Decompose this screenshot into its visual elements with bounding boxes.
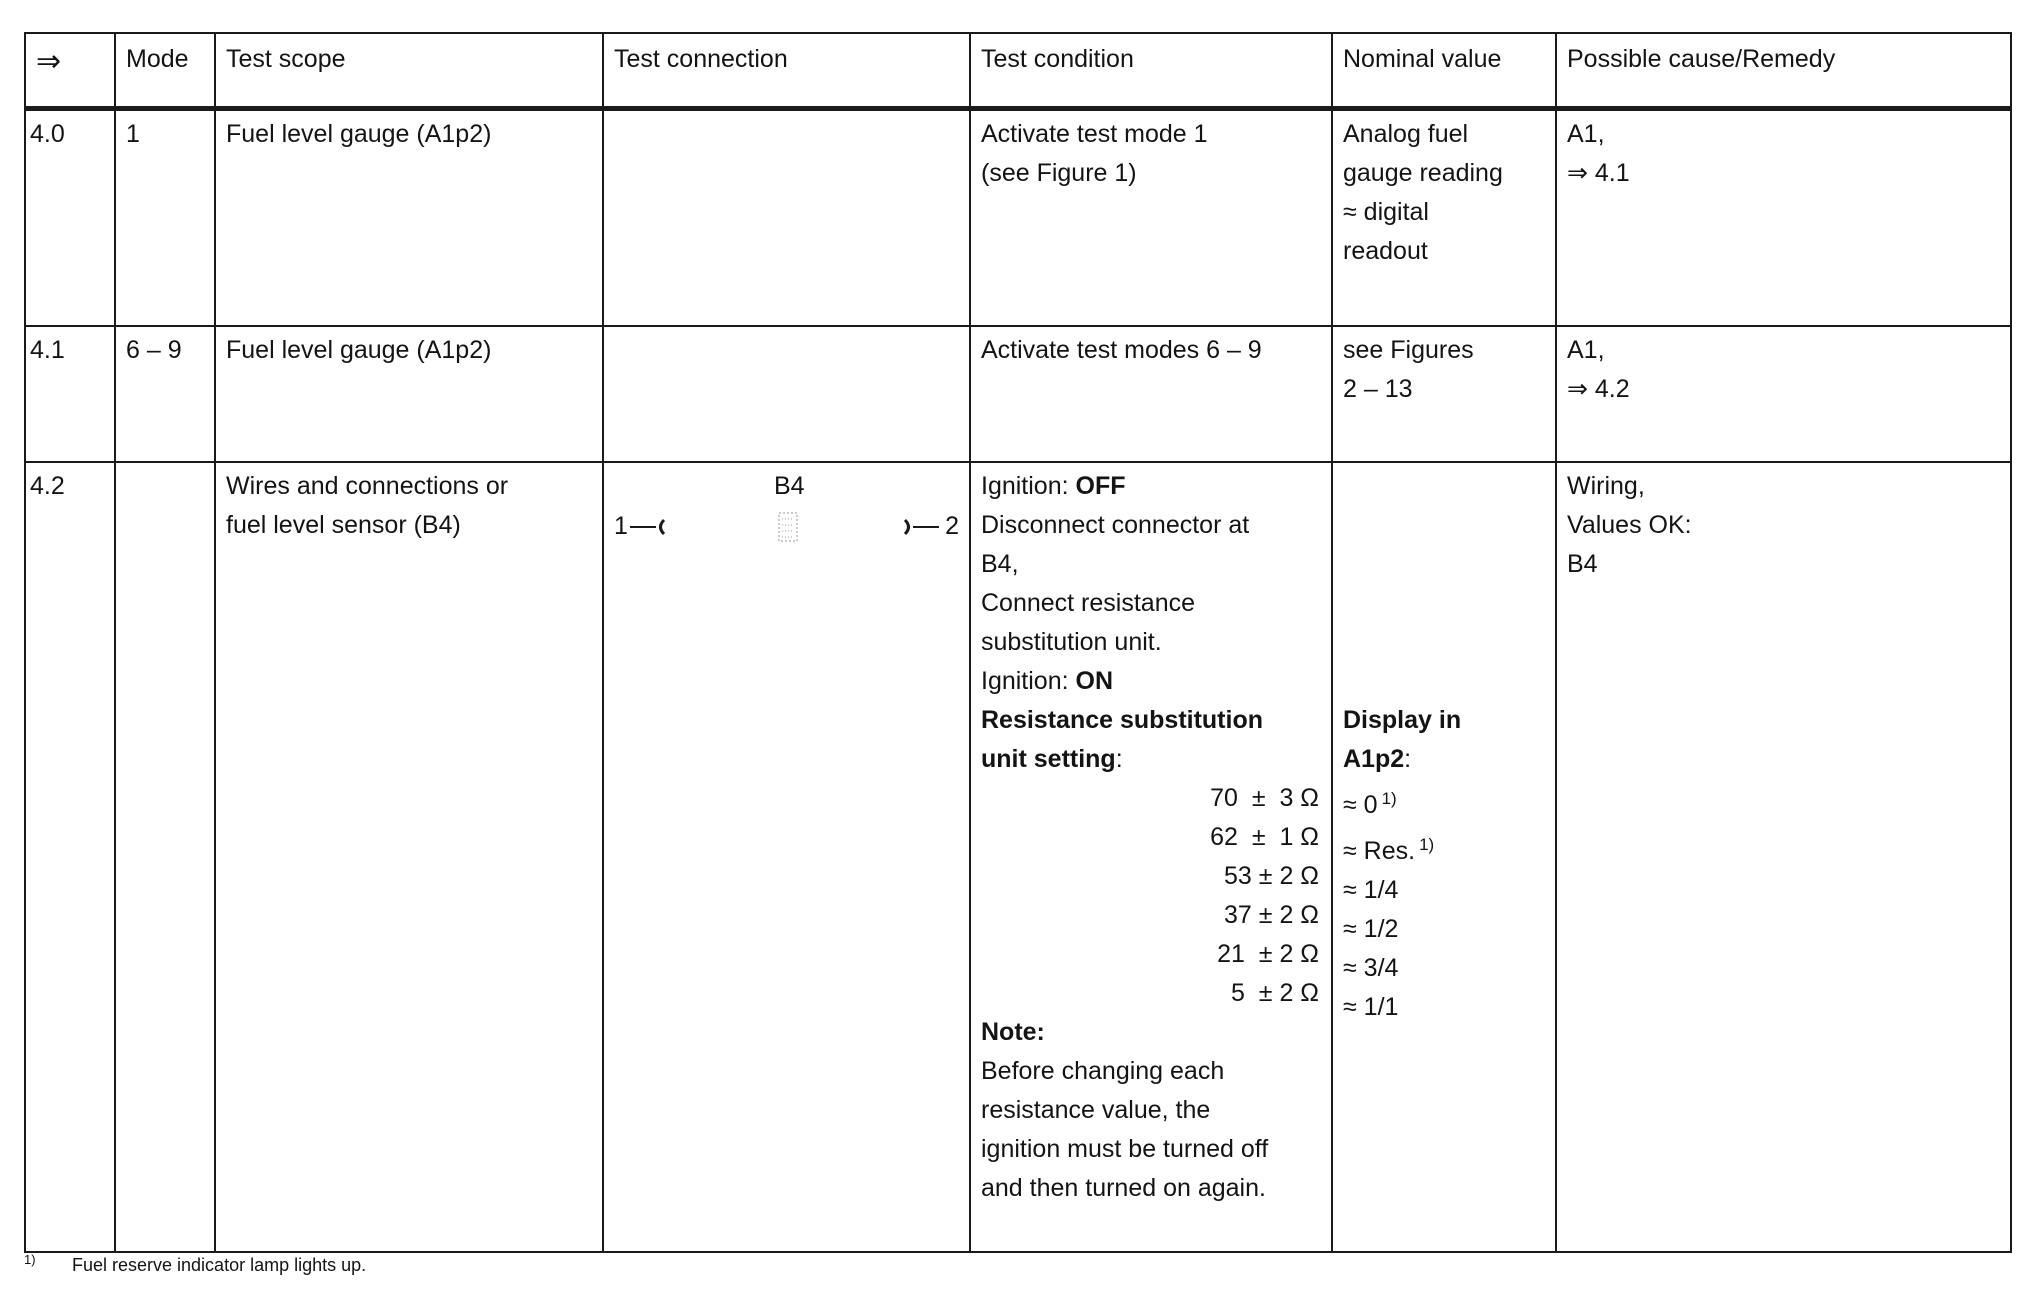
- mode-cell: [115, 462, 215, 1252]
- test-connection-cell: [603, 462, 970, 1252]
- resistance-value: 37 ± 2 Ω: [1224, 901, 1319, 929]
- nominal-line: ≈ digital: [1343, 198, 1429, 226]
- note-label: Note:: [981, 1018, 1045, 1046]
- table-row: [25, 462, 2011, 1252]
- nominal-line: readout: [1343, 237, 1428, 265]
- step-number: 4.2: [25, 462, 115, 1252]
- test-scope-cell: [215, 462, 603, 1252]
- condition-line: Activate test mode 1: [981, 120, 1208, 148]
- step-number: 4.0: [25, 109, 115, 327]
- header-arrow: ⇒: [25, 33, 115, 109]
- resistance-value: 62 ± 1 Ω: [1210, 823, 1319, 851]
- note-line: Before changing each: [981, 1057, 1225, 1085]
- remedy-cell: [1556, 462, 2011, 1252]
- header-nominal-value: Nominal value: [1332, 33, 1556, 109]
- test-condition-cell: [970, 326, 1332, 462]
- table-row: [25, 326, 2011, 462]
- condition-line: unit setting:: [981, 745, 1123, 773]
- condition-line: Connect resistance: [981, 589, 1196, 617]
- resistance-value: 53 ± 2 Ω: [1224, 862, 1319, 890]
- gauge-value: ≈ 3/4: [1343, 954, 1399, 982]
- resistance-value: 70 ± 3 Ω: [1210, 784, 1319, 812]
- header-mode: Mode: [115, 33, 215, 109]
- scope-line: fuel level sensor (B4): [226, 511, 461, 539]
- test-condition-cell: [970, 109, 1332, 327]
- condition-line: Resistance substitution: [981, 706, 1263, 734]
- mode-cell: 6 – 9: [115, 326, 215, 462]
- nominal-line: Display in: [1343, 706, 1462, 734]
- footnote: [24, 1252, 366, 1276]
- footnote-text: Fuel reserve indicator lamp lights up.: [72, 1255, 367, 1275]
- nominal-line: 2 – 13: [1343, 375, 1413, 403]
- condition-line: Disconnect connector at: [981, 511, 1250, 539]
- nominal-value-cell: [1332, 109, 1556, 327]
- header-remedy: Possible cause/Remedy: [1556, 33, 2011, 109]
- component-label: B4: [774, 472, 805, 500]
- header-test-connection: Test connection: [603, 33, 970, 109]
- nominal-spacer: [1343, 467, 1545, 701]
- test-scope-cell: Fuel level gauge (A1p2): [215, 326, 603, 462]
- remedy-line: ⇒ 4.1: [1567, 159, 1630, 187]
- test-procedure-table: [24, 32, 2012, 1253]
- remedy-cell: [1556, 326, 2011, 462]
- resistance-value: 21 ± 2 Ω: [1217, 940, 1319, 968]
- nominal-line: Analog fuel: [1343, 120, 1469, 148]
- remedy-line: A1,: [1567, 120, 1605, 148]
- scope-line: Wires and connections or: [226, 472, 509, 500]
- gauge-value: ≈ 1/4: [1343, 876, 1399, 904]
- header-test-scope: Test scope: [215, 33, 603, 109]
- condition-line: Ignition: ON: [981, 667, 1114, 695]
- nominal-line: see Figures: [1343, 336, 1474, 364]
- gauge-value: ≈ 0 $^{1)}$: [1343, 789, 1397, 819]
- note-line: and then turned on again.: [981, 1174, 1266, 1202]
- nominal-value-cell: [1332, 462, 1556, 1252]
- test-connection-cell: [603, 326, 970, 462]
- note-line: ignition must be turned off: [981, 1135, 1269, 1163]
- condition-line: B4,: [981, 550, 1019, 578]
- remedy-line: Wiring,: [1567, 472, 1645, 500]
- table-row: [25, 109, 2011, 327]
- remedy-line: ⇒ 4.2: [1567, 375, 1630, 403]
- mode-cell: 1: [115, 109, 215, 327]
- step-number: 4.1: [25, 326, 115, 462]
- condition-line: (see Figure 1): [981, 159, 1137, 187]
- gauge-value: ≈ 1/2: [1343, 915, 1399, 943]
- test-condition-cell: [970, 462, 1332, 1252]
- gauge-value: ≈ 1/1: [1343, 993, 1399, 1021]
- test-connection-cell: [603, 109, 970, 327]
- sensor-symbol-icon: [776, 511, 802, 545]
- resistance-value: 5 ± 2 Ω: [1230, 979, 1319, 1007]
- nominal-value-cell: [1332, 326, 1556, 462]
- footnote-mark: 1): [24, 1252, 36, 1267]
- test-scope-cell: Fuel level gauge (A1p2): [215, 109, 603, 327]
- header-row: [25, 33, 2011, 109]
- test-procedure-table-wrapper: [24, 32, 2010, 1253]
- footnote-ref: 1): [1419, 835, 1435, 854]
- nominal-line: A1p2:: [1343, 745, 1412, 773]
- header-test-condition: Test condition: [970, 33, 1332, 109]
- pin-right-label: 2: [945, 512, 959, 540]
- footnote-ref: 1): [1381, 789, 1397, 808]
- pin-left-label: 1: [614, 512, 628, 540]
- remedy-cell: [1556, 109, 2011, 327]
- nominal-line: gauge reading: [1343, 159, 1503, 187]
- lead-right-icon: [899, 517, 939, 537]
- remedy-line: B4: [1567, 550, 1598, 578]
- lead-left-icon: [630, 517, 670, 537]
- remedy-line: A1,: [1567, 336, 1605, 364]
- gauge-value: ≈ Res. $^{1)}$: [1343, 835, 1435, 865]
- note-line: resistance value, the: [981, 1096, 1211, 1124]
- condition-line: Activate test modes 6 – 9: [981, 336, 1262, 364]
- remedy-line: Values OK:: [1567, 511, 1692, 539]
- condition-line: substitution unit.: [981, 628, 1162, 656]
- connection-diagram: [614, 467, 959, 547]
- condition-line: Ignition: OFF: [981, 472, 1126, 500]
